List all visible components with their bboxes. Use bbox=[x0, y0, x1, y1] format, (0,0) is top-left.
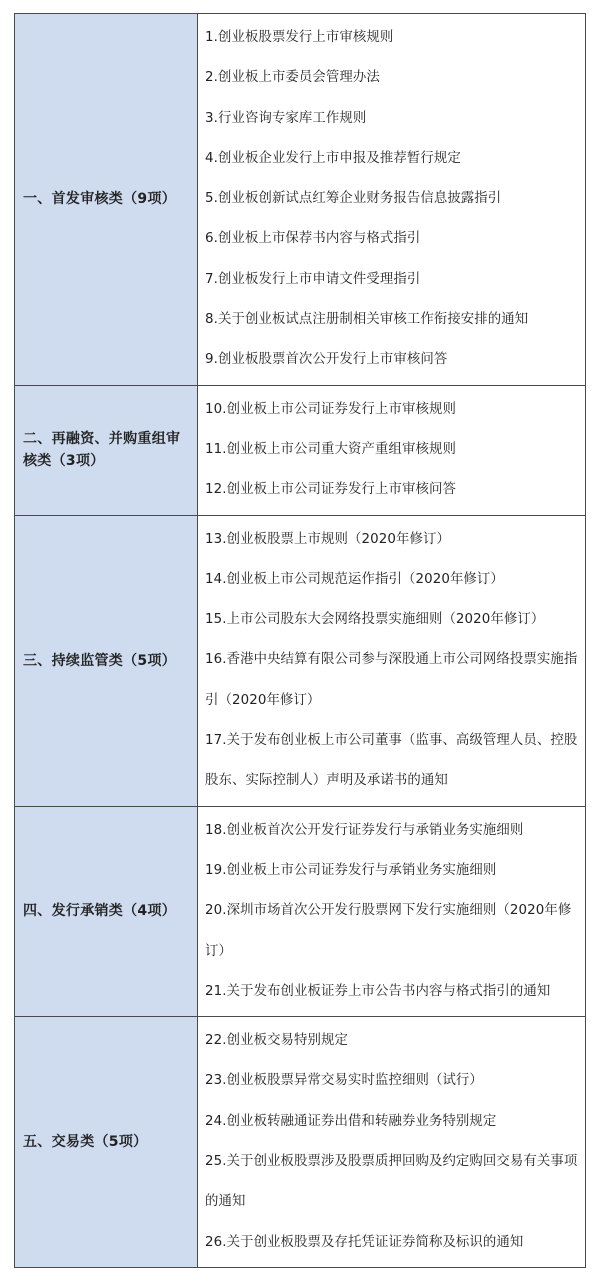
list-item: 2.创业板上市委员会管理办法 bbox=[205, 70, 380, 86]
list-item: 9.创业板股票首次公开发行上市审核问答 bbox=[205, 352, 448, 368]
list-item: 18.创业板首次公开发行证券发行与承销业务实施细则 bbox=[205, 822, 524, 838]
category-cell: 四、发行承销类（4项） bbox=[15, 806, 198, 1016]
category-cell: 二、再融资、并购重组审核类（3项） bbox=[15, 385, 198, 515]
list-item: 21.关于发布创业板证券上市公告书内容与格式指引的通知 bbox=[205, 983, 551, 999]
list-item: 8.关于创业板试点注册制相关审核工作衔接安排的通知 bbox=[205, 312, 529, 328]
list-item: 24.创业板转融通证券出借和转融券业务特别规定 bbox=[205, 1113, 497, 1129]
list-item: 14.创业板上市公司规范运作指引（2020年修订） bbox=[205, 571, 504, 587]
list-item: 23.创业板股票异常交易实时监控细则（试行） bbox=[205, 1073, 483, 1089]
rules-table bbox=[14, 13, 586, 1268]
items-cell bbox=[198, 14, 586, 386]
list-item: 17.关于发布创业板上市公司董事（监事、高级管理人员、控股股东、实际控制人）声明及承诺书的通知 bbox=[205, 733, 578, 789]
category-cell: 一、首发审核类（9项） bbox=[15, 14, 198, 386]
table-row bbox=[15, 806, 586, 1016]
list-item: 12.创业板上市公司证券发行上市审核问答 bbox=[205, 482, 456, 498]
list-item: 11.创业板上市公司重大资产重组审核规则 bbox=[205, 441, 456, 457]
list-item: 3.行业咨询专家库工作规则 bbox=[205, 110, 367, 126]
list-item: 26.关于创业板股票及存托凭证证券简称及标识的通知 bbox=[205, 1234, 524, 1250]
items-cell bbox=[198, 385, 586, 515]
list-item: 16.香港中央结算有限公司参与深股通上市公司网络投票实施指引（2020年修订） bbox=[205, 652, 578, 708]
table-row bbox=[15, 515, 586, 806]
list-item: 7.创业板发行上市申请文件受理指引 bbox=[205, 271, 421, 287]
list-item: 19.创业板上市公司证券发行与承销业务实施细则 bbox=[205, 862, 497, 878]
table-row bbox=[15, 385, 586, 515]
list-item: 22.创业板交易特别规定 bbox=[205, 1033, 349, 1049]
list-item: 10.创业板上市公司证券发行上市审核规则 bbox=[205, 401, 456, 417]
list-item: 6.创业板上市保荐书内容与格式指引 bbox=[205, 231, 421, 247]
list-item: 1.创业板股票发行上市审核规则 bbox=[205, 30, 394, 45]
list-item: 20.深圳市场首次公开发行股票网下发行实施细则（2020年修订） bbox=[205, 903, 572, 959]
list-item: 25.关于创业板股票涉及股票质押回购及约定购回交易有关事项的通知 bbox=[205, 1154, 578, 1210]
items-cell bbox=[198, 1017, 586, 1268]
list-item: 4.创业板企业发行上市申报及推荐暂行规定 bbox=[205, 150, 461, 166]
category-cell: 五、交易类（5项） bbox=[15, 1017, 198, 1268]
items-cell bbox=[198, 806, 586, 1016]
table-row bbox=[15, 1017, 586, 1268]
items-cell bbox=[198, 515, 586, 806]
list-item: 13.创业板股票上市规则（2020年修订） bbox=[205, 531, 450, 547]
table-row bbox=[15, 14, 586, 386]
list-item: 15.上市公司股东大会网络投票实施细则（2020年修订） bbox=[205, 612, 545, 628]
category-cell: 三、持续监管类（5项） bbox=[15, 515, 198, 806]
list-item: 5.创业板创新试点红筹企业财务报告信息披露指引 bbox=[205, 191, 502, 207]
rules-table-container bbox=[14, 13, 586, 1268]
